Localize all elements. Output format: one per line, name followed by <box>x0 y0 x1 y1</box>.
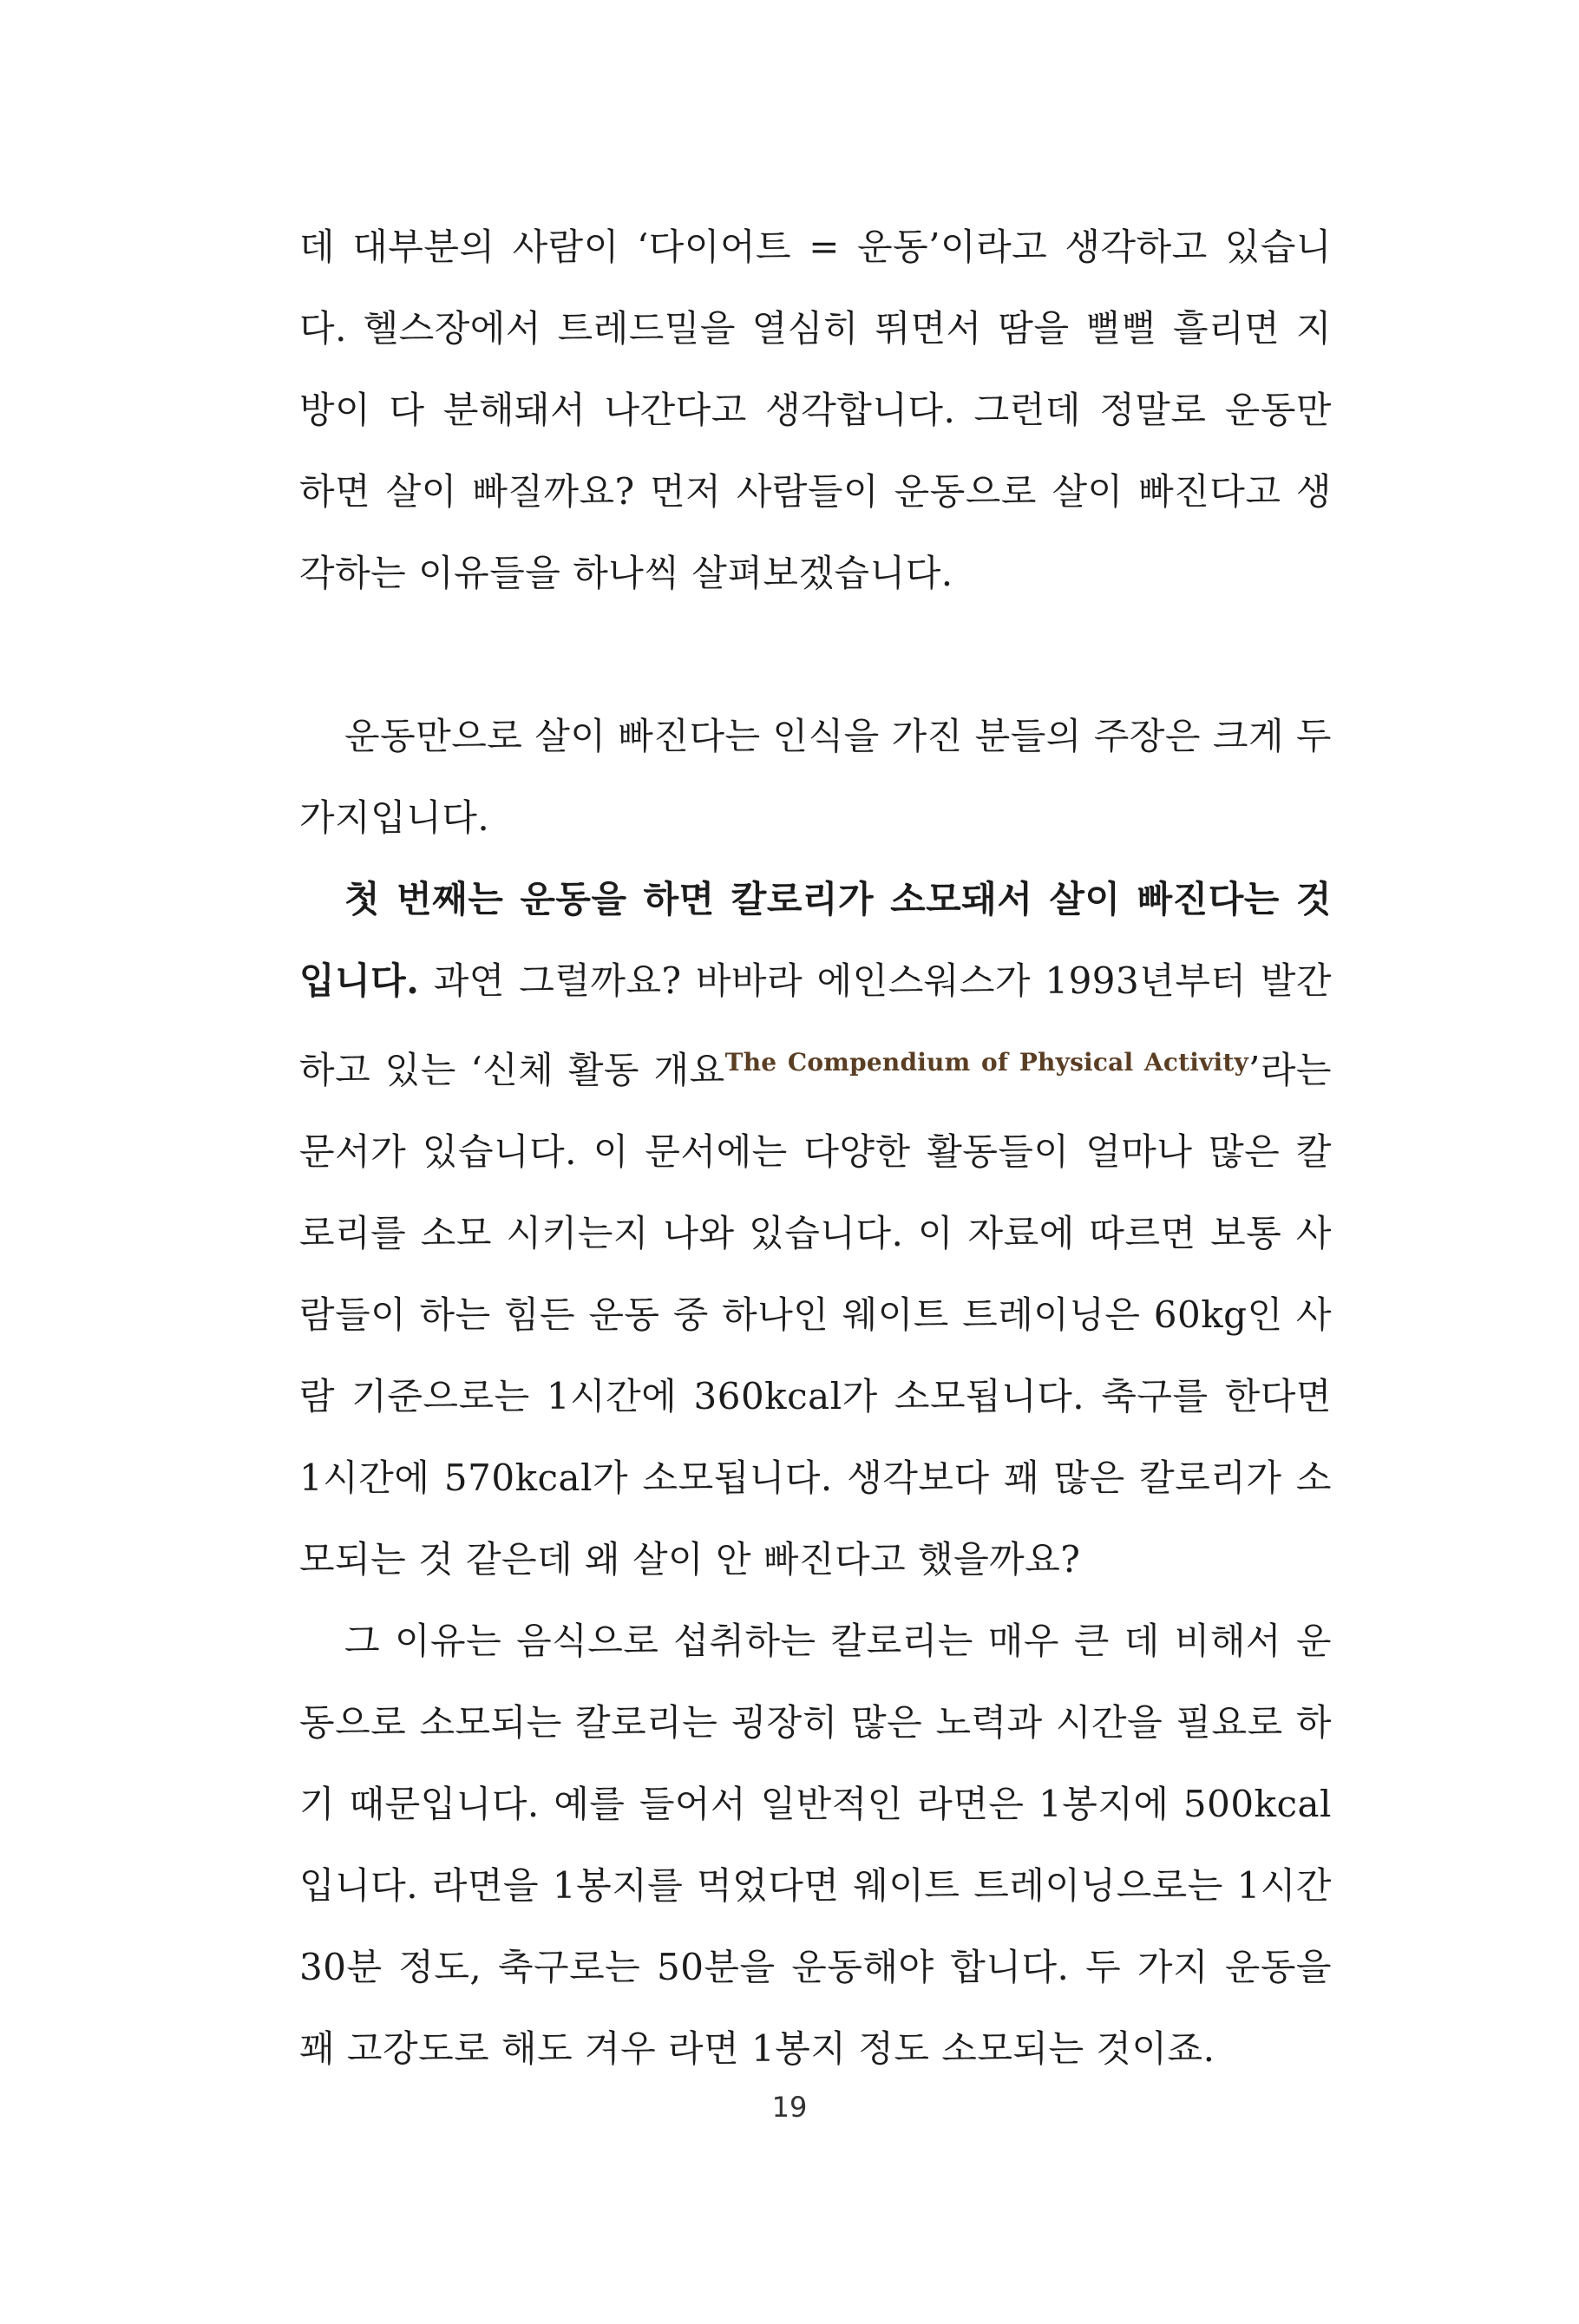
paragraph-3-text-b: ’라는 문서가 있습니다. 이 문서에는 다양한 활동들이 얼마나 많은 칼로리를 소모 시키는지 나와 있습니다. 이 자료에 따르면 보통 사람들이 하는 힘든 운동 중 하나인 웨이트 트레이닝은 60kg인 사람 기준으로는 1시간에 360kcal가 소모됩니다. 축구를 한다면 1시간에 570kcal가 소모됩니다. 생각보다 꽤 많은 칼로리가 소모되는 것 같은데 왜 살이 안 빠진다고 했을까요? <box>299 1049 1332 1581</box>
source-title: The Compendium of Physical Activity <box>724 1048 1248 1077</box>
body-text <box>299 206 1332 2090</box>
emphasis-sentence: 첫 번째는 운동을 하면 칼로리가 소모돼서 살이 빠진다는 것입니다. <box>299 878 1332 1002</box>
paragraph-1: 데 대부분의 사람이 ‘다이어트 = 운동’이라고 생각하고 있습니다. 헬스장에서 트레드밀을 열심히 뛰면서 땀을 뻘뻘 흘리면 지방이 다 분해돼서 나간다고 생각합니다. 그런데 정말로 운동만 하면 살이 빠질까요? 먼저 사람들이 운동으로 살이 빠진다고 생각하는 이유들을 하나씩 살펴보겠습니다. <box>299 226 1332 594</box>
paragraph-3-text-a: 과연 그럴까요? 바바라 에인스워스가 1993년부터 발간하고 있는 ‘신체 활동 개요 <box>299 959 1332 1091</box>
paragraph-2: 운동만으로 살이 빠진다는 인식을 가진 분들의 주장은 크게 두 가지입니다. <box>299 715 1332 839</box>
page-number: 19 <box>771 2091 808 2124</box>
paragraph-4: 그 이유는 음식으로 섭취하는 칼로리는 매우 큰 데 비해서 운동으로 소모되는 칼로리는 굉장히 많은 노력과 시간을 필요로 하기 때문입니다. 예를 들어서 일반적인 라면은 1봉지에 500kcal입니다. 라면을 1봉지를 먹었다면 웨이트 트레이닝으로는 1시간 30분 정도, 축구로는 50분을 운동해야 합니다. 두 가지 운동을 꽤 고강도로 해도 겨우 라면 1봉지 정도 소모되는 것이죠. <box>299 1620 1332 2070</box>
paragraph-3 <box>299 859 1332 1601</box>
